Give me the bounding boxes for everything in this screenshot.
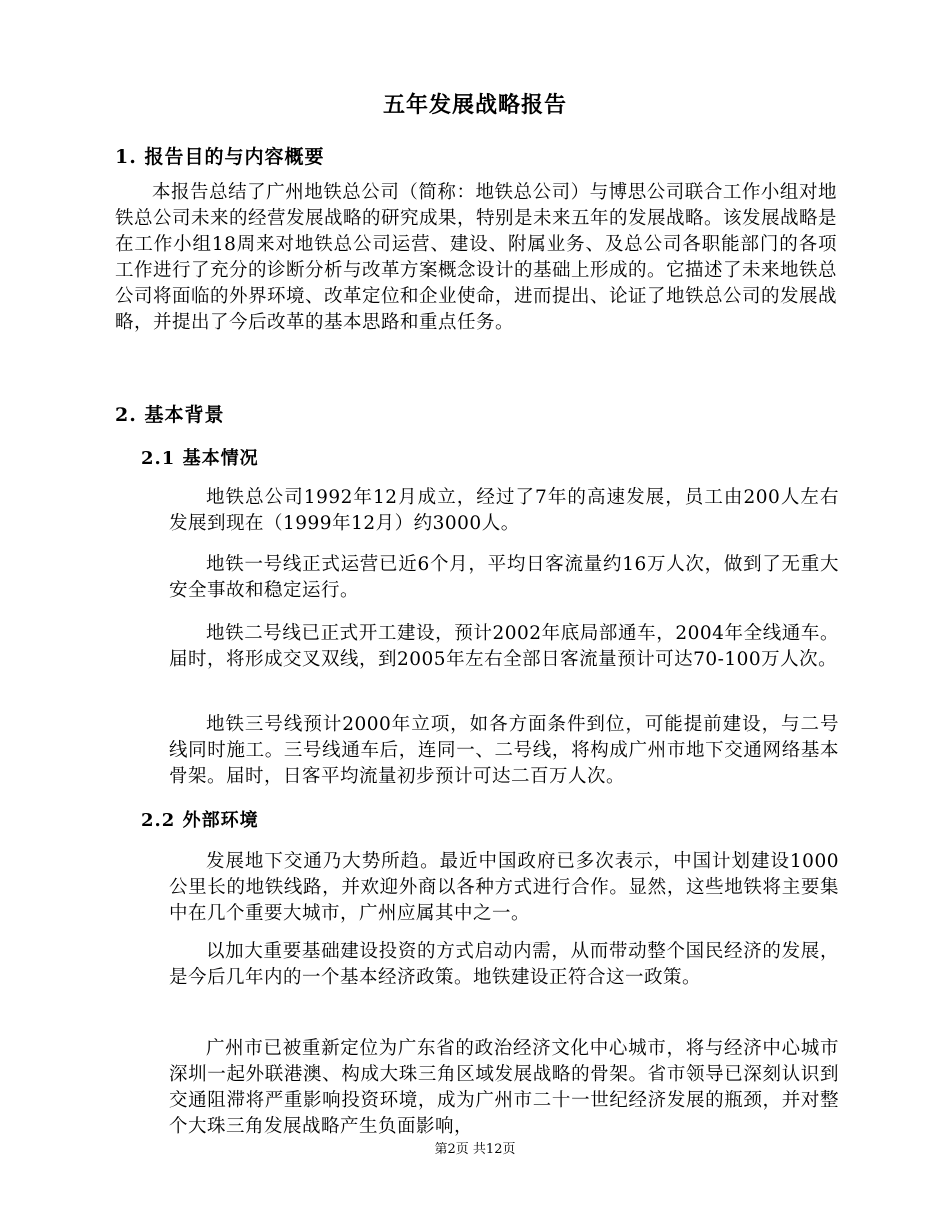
subsection-2-1-paragraph-4: 地铁三号线预计2000年立项，如各方面条件到位，可能提前建设，与二号线同时施工。三号线通车后，连同一、二号线，将构成广州市地下交通网络基本骨架。届时，日客平均流量初步预计可达二百万人次。: [169, 714, 839, 787]
subsection-2-1-paragraph-3: 地铁二号线已正式开工建设，预计2002年底局部通车，2004年全线通车。届时，将形成交叉双线，到2005年左右全部日客流量预计可达70-100万人次。: [169, 623, 839, 670]
section-1-paragraph: 本报告总结了广州地铁总公司（简称：地铁总公司）与博思公司联合工作小组对地铁总公司未来的经营发展战略的研究成果，特别是未来五年的发展战略。该发展战略是在工作小组18周来对地铁总公司运营、建设、附属业务、及总公司各职能部门的各项工作进行了充分的诊断分析与改革方案概念设计的基础上形成的。它描述了未来地铁总公司将面临的外界环境、改革定位和企业使命，进而提出、论证了地铁总公司的发展战略，并提出了今后改革的基本思路和重点任务。: [115, 182, 838, 333]
page-title: 五年发展战略报告: [382, 92, 567, 118]
section-2-heading: 2. 基本背景: [115, 404, 225, 426]
subsection-2-2-paragraph-2: 以加大重要基础建设投资的方式启动内需，从而带动整个国民经济的发展，是今后几年内的一个基本经济政策。地铁建设正符合这一政策。: [169, 941, 839, 988]
page-footer: 第2页 共12页: [434, 1142, 516, 1157]
section-1-heading: 1. 报告目的与内容概要: [115, 146, 325, 168]
subsection-2-1-heading: 2.1 基本情况: [141, 448, 259, 469]
subsection-2-1-paragraph-1: 地铁总公司1992年12月成立，经过了7年的高速发展，员工由200人左右发展到现在（1999年12月）约3000人。: [169, 487, 839, 534]
subsection-2-1-paragraph-2: 地铁一号线正式运营已近6个月，平均日客流量约16万人次，做到了无重大安全事故和稳定运行。: [169, 554, 839, 601]
subsection-2-2-heading: 2.2 外部环境: [141, 810, 259, 831]
subsection-2-2-paragraph-1: 发展地下交通乃大势所趋。最近中国政府已多次表示，中国计划建设1000公里长的地铁线路，并欢迎外商以各种方式进行合作。显然，这些地铁将主要集中在几个重要大城市，广州应属其中之一。: [169, 851, 839, 924]
subsection-2-2-paragraph-3: 广州市已被重新定位为广东省的政治经济文化中心城市，将与经济中心城市深圳一起外联港澳、构成大珠三角区域发展战略的骨架。省市领导已深刻认识到交通阻滞将严重影响投资环境，成为广州市二十一世纪经济发展的瓶颈，并对整个大珠三角发展战略产生负面影响，: [169, 1038, 839, 1137]
